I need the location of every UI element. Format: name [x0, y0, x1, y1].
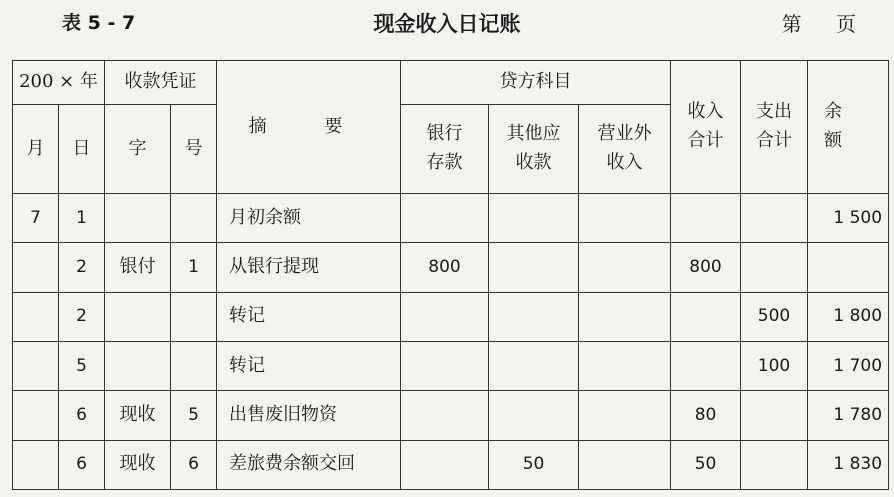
table-row — [13, 391, 889, 440]
expense-total-cell — [741, 243, 808, 292]
non-operating-income-header: 营业外 收入 — [579, 105, 671, 194]
balance-cell: 1 700 — [808, 341, 889, 390]
month-cell — [13, 440, 59, 489]
summary-cell: 出售废旧物资 — [217, 391, 401, 440]
other-receivables-cell — [489, 341, 579, 390]
bank-deposit-cell: 800 — [401, 243, 489, 292]
income-total-cell: 800 — [671, 243, 741, 292]
voucher-number-cell — [171, 341, 217, 390]
other-receivables-header: 其他应 收款 — [489, 105, 579, 194]
credit-accounts-header: 贷方科目 — [401, 61, 671, 105]
summary-header: 摘 要 — [217, 61, 401, 194]
voucher-word-cell: 银付 — [105, 243, 171, 292]
voucher-word-cell — [105, 292, 171, 341]
balance-header: 余 额 — [808, 61, 889, 194]
bank-deposit-cell — [401, 391, 489, 440]
non-operating-income-cell — [579, 193, 671, 242]
voucher-number-cell — [171, 292, 217, 341]
summary-cell: 月初余额 — [217, 193, 401, 242]
day-header: 日 — [59, 105, 105, 194]
day-cell: 5 — [59, 341, 105, 390]
other-receivables-cell — [489, 193, 579, 242]
non-operating-income-cell — [579, 341, 671, 390]
day-cell: 2 — [59, 243, 105, 292]
day-cell: 6 — [59, 440, 105, 489]
page-label: 第 页 — [781, 12, 870, 36]
voucher-word-cell: 现收 — [105, 391, 171, 440]
non-operating-income-cell — [579, 391, 671, 440]
table-row — [13, 193, 889, 242]
expense-total-cell — [741, 193, 808, 242]
day-cell: 2 — [59, 292, 105, 341]
income-total-header: 收入 合计 — [671, 61, 741, 194]
cash-receipts-journal — [12, 60, 889, 490]
other-receivables-cell: 50 — [489, 440, 579, 489]
bank-deposit-header: 银行 存款 — [401, 105, 489, 194]
balance-cell: 1 830 — [808, 440, 889, 489]
table-row — [13, 440, 889, 489]
income-total-cell: 50 — [671, 440, 741, 489]
voucher-word-cell — [105, 341, 171, 390]
voucher-number-cell — [171, 193, 217, 242]
expense-total-header: 支出 合计 — [741, 61, 808, 194]
non-operating-income-cell — [579, 440, 671, 489]
voucher-word-cell: 现收 — [105, 440, 171, 489]
voucher-header: 收款凭证 — [105, 61, 217, 105]
number-header: 号 — [171, 105, 217, 194]
balance-cell: 1 800 — [808, 292, 889, 341]
voucher-number-cell: 1 — [171, 243, 217, 292]
expense-total-cell — [741, 391, 808, 440]
year-header: 200 × 年 — [13, 61, 105, 105]
summary-cell: 转记 — [217, 292, 401, 341]
header-row-1 — [13, 61, 889, 105]
month-cell — [13, 391, 59, 440]
income-total-cell — [671, 292, 741, 341]
summary-cell: 差旅费余额交回 — [217, 440, 401, 489]
balance-cell — [808, 243, 889, 292]
summary-cell: 从银行提现 — [217, 243, 401, 292]
month-cell — [13, 341, 59, 390]
ledger-title: 现金收入日记账 — [373, 12, 521, 36]
table-row — [13, 243, 889, 292]
other-receivables-cell — [489, 243, 579, 292]
word-header: 字 — [105, 105, 171, 194]
expense-total-cell — [741, 440, 808, 489]
bank-deposit-cell — [401, 440, 489, 489]
day-cell: 6 — [59, 391, 105, 440]
bank-deposit-cell — [401, 292, 489, 341]
income-total-cell — [671, 341, 741, 390]
non-operating-income-cell — [579, 292, 671, 341]
other-receivables-cell — [489, 292, 579, 341]
voucher-number-cell: 5 — [171, 391, 217, 440]
bank-deposit-cell — [401, 341, 489, 390]
balance-cell: 1 500 — [808, 193, 889, 242]
table-number: 表 5 - 7 — [62, 12, 136, 34]
month-cell — [13, 292, 59, 341]
income-total-cell — [671, 193, 741, 242]
income-total-cell: 80 — [671, 391, 741, 440]
month-header: 月 — [13, 105, 59, 194]
expense-total-cell: 500 — [741, 292, 808, 341]
month-cell — [13, 243, 59, 292]
voucher-word-cell — [105, 193, 171, 242]
balance-cell: 1 780 — [808, 391, 889, 440]
table-row — [13, 341, 889, 390]
table-row — [13, 292, 889, 341]
month-cell: 7 — [13, 193, 59, 242]
day-cell: 1 — [59, 193, 105, 242]
other-receivables-cell — [489, 391, 579, 440]
non-operating-income-cell — [579, 243, 671, 292]
voucher-number-cell: 6 — [171, 440, 217, 489]
expense-total-cell: 100 — [741, 341, 808, 390]
summary-cell: 转记 — [217, 341, 401, 390]
bank-deposit-cell — [401, 193, 489, 242]
